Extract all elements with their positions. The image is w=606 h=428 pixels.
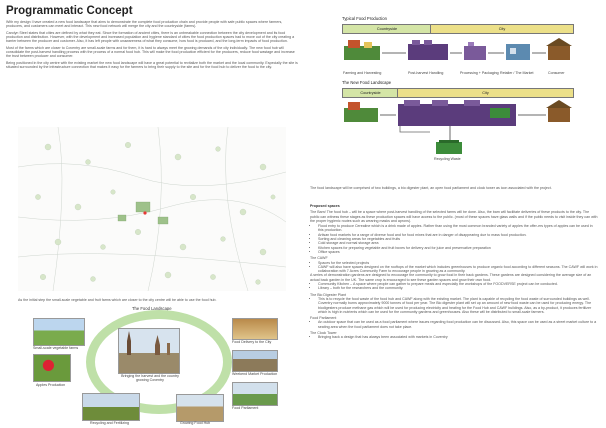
typical-retailer-icon	[506, 44, 530, 60]
cafe-list	[310, 261, 598, 274]
typical-step-2: Post-harvest Handling	[408, 71, 444, 75]
cafe-item: • Spaces for the selected projects	[318, 261, 598, 265]
barn-item: • Artisan food markets for a range of diverse food and for food mixes that are in danger of disappearing due to mass food production.	[318, 233, 598, 237]
bio-heading: The Bio Digester Plant	[310, 292, 346, 297]
coventry-photo	[118, 328, 180, 374]
new-farm-icon	[344, 102, 378, 122]
typical-step-5: Consumer	[548, 71, 565, 75]
typical-chain-diagram	[340, 32, 580, 72]
new-consumer-icon	[546, 100, 572, 122]
apples-label: Apples Production	[36, 383, 66, 387]
parliament-label: Food Parliament	[232, 406, 259, 410]
clock-list	[310, 335, 598, 339]
cafe-item: • Library – both for the researchers and the community.	[318, 286, 598, 290]
delivery-label: Food Delivery to the City	[232, 340, 272, 344]
food-hub-photo	[176, 394, 224, 422]
cafe-heading: The CAWF	[310, 256, 328, 261]
parliament-item: • An outdoor space that can be used as a food parliament where issues regarding food production can be discussed. Also, this space can be used as a street market culture to a seating area when the food parliament does not take place.	[318, 320, 598, 329]
recycling-waste-label: Recycling Waste	[434, 157, 461, 161]
new-return-line	[400, 126, 430, 132]
page-title: Programmatic Concept	[6, 5, 133, 17]
barn-item: • Office spaces	[318, 250, 598, 254]
cafe-item: • CAWF will also have spaces designed on the rooftops of the market which includes greenhouses to produce organic food according to different seasons. The CAWF will work in collaboration with 7 Acres Community Farm to encourage people in growing as a community.	[318, 265, 598, 274]
map-caption: As the initial step the small-scale vegetable and fruit farms which are closer to the city centre will be able to use the food hub.	[18, 298, 217, 302]
small-farms-photo	[33, 318, 85, 346]
clock-heading: The Clock Tower	[310, 331, 337, 336]
intro-paragraph-2: Carolyn Steel states that cities are defined by what they eat. Since the formation of ancient cities, there is an unbreakable connection between the city development and its food production and distribution. However, with the development and increased population and hygiene standard of cities the food production spaces had to move out of the city creating a barrier between the producer and customer. Also, it has left people with unawareness of what they consume, how food is produced, and the long-term impacts of food production.	[6, 30, 295, 44]
right-intro: The food landscape will be comprised of two buildings, a bio digester plant, an open food parliament and clock tower as icon associated with the project.	[310, 186, 552, 190]
typical-farm-icon	[344, 40, 380, 60]
proposed-heading: Proposed spaces	[310, 204, 340, 208]
small-farms-label: Small-scale vegetable farms	[33, 346, 79, 350]
food-hub-label: Growing Food Hub	[180, 421, 211, 425]
recycling-bin-icon	[436, 140, 462, 154]
typical-consumer-icon	[546, 38, 572, 60]
typical-countryside-band: Countryside	[342, 24, 432, 34]
intro-paragraph-4: Being positioned in the city centre with the existing market the new food landscape will have a great potential to revitalize both the market and the local community. Especially the site is situated surrounded by the infrastructure connection that makes it easy for the farmers to bring their supply to the site and for the food hub to deliver the food to the city.	[6, 60, 298, 70]
bio-list	[310, 297, 598, 314]
recycling-photo	[82, 393, 140, 421]
intro-paragraph-3: Most of the farms which are closer to Coventry are small-scale farms and for them, it is hard to always meet the growing demands of the city individually. The new food hub will consolidate the post-harvest handling process with the process of a normal food hub. This will make the food production efficient for the producers, reduce food wastage and increase the trust between producer and consumer.	[6, 45, 295, 59]
cafe-text: A series of demonstration gardens are designed to encourage the community to grow food in their back gardens. These gardens are designed considering the average size of an actual back garden in the UK. The same crop is encouraged to see these garden spaces and grow their own food.	[310, 273, 592, 282]
typical-processing-icon	[464, 42, 486, 60]
barn-list	[310, 224, 598, 254]
typical-step-1: Farming and Harvesting	[343, 71, 382, 75]
parliament-heading: Food Parliament	[310, 316, 337, 321]
site-map-drawing	[18, 127, 286, 291]
intro-paragraph-1: With my design I have created a new food landscape that aims to demonstrate the complete food production chain and provide people with safe public spaces where farmers, producers, and customers can meet and interact. This new food network will merge the city and the countryside (farms).	[6, 20, 283, 29]
barn-text: The Barn/ The food hub – will be a space where post-harvest handling of the selected farms will be done. Also, the barn will facilitate deliveries of these products to the city. The public can witness these stages as these production spaces will have access to the public. (most of these spaces have glass walls and if the public needs to visit inside they can with the proper hygienic routes such as wearing masks and aprons).	[310, 210, 598, 223]
proposed-spaces	[310, 204, 598, 340]
coventry-label: Bringing the harvest and the country growing Coventry	[121, 374, 179, 382]
recycling-label: Recycling and Fertilizing	[90, 421, 129, 425]
new-landscape-diagram	[340, 96, 580, 166]
barn-item: • Flood entry to produce Cerealine which is a drink made of apples. Rather than using the most common branded variety of apples the offer-ers types of apples can be used in this production.	[318, 224, 598, 233]
new-food-hub-icon	[398, 100, 516, 126]
barn-item: • Sorting and cleaning areas for vegetables and fruits	[318, 237, 598, 241]
typical-post-harvest-icon	[408, 40, 448, 60]
new-countryside-band: Countryside	[342, 88, 399, 98]
market-photo	[232, 350, 278, 372]
barn-item: • Kitchen spaces for preparing vegetable and fruit boxes for delivery and for juice and preservative preparation	[318, 246, 598, 250]
delivery-photo	[232, 318, 278, 340]
apples-photo	[33, 354, 71, 382]
typical-step-3: Processing + Packaging	[460, 71, 499, 75]
landscape-title: The Food Landscape	[132, 306, 172, 311]
parliament-list	[310, 320, 598, 329]
typical-title: Typical Food Production	[342, 16, 387, 21]
new-landscape-title: The New Food Landscape	[342, 80, 392, 85]
typical-step-4: Retailer / The Market	[500, 71, 534, 75]
parliament-photo	[232, 382, 278, 406]
site-map	[18, 127, 286, 291]
cafe-list-2	[310, 282, 598, 291]
bio-item: • This is to recycle the food waste of the food hub and CAWF along with the existing market. The plant is capable of recycling the food waste of surrounded buildings as well. Coventry normally burns approximately 9000 tonnes of food per year. The Bio digester plant will set up an amount of new food waste can be used for producing energy. The biodigesters produce methane gas which will be used for producing electricity and heating for the Food Hub and CAWF buildings. Also, as a by-product, it produces fertilizer which is high in nutrients which can be used for the community gardens and greenhouses. Also these will be distributed to small-scale farmers.	[318, 297, 598, 314]
city-centre-marker	[143, 211, 146, 214]
cafe-item: • Community Kitchen – A space where people can gather to prepare meals and especially the workshops of the FOODVERSE project can be conducted.	[318, 282, 598, 286]
barn-item: • Cold storage and normal storage area	[318, 241, 598, 245]
market-label: Weekend Market Production	[232, 372, 278, 376]
typical-city-band: City	[430, 24, 574, 34]
intro-text	[6, 20, 298, 72]
coventry-skyline	[119, 329, 179, 373]
new-city-band: City	[397, 88, 574, 98]
clock-item: • Bringing back a design that has always been associated with markets in Coventry	[318, 335, 598, 339]
